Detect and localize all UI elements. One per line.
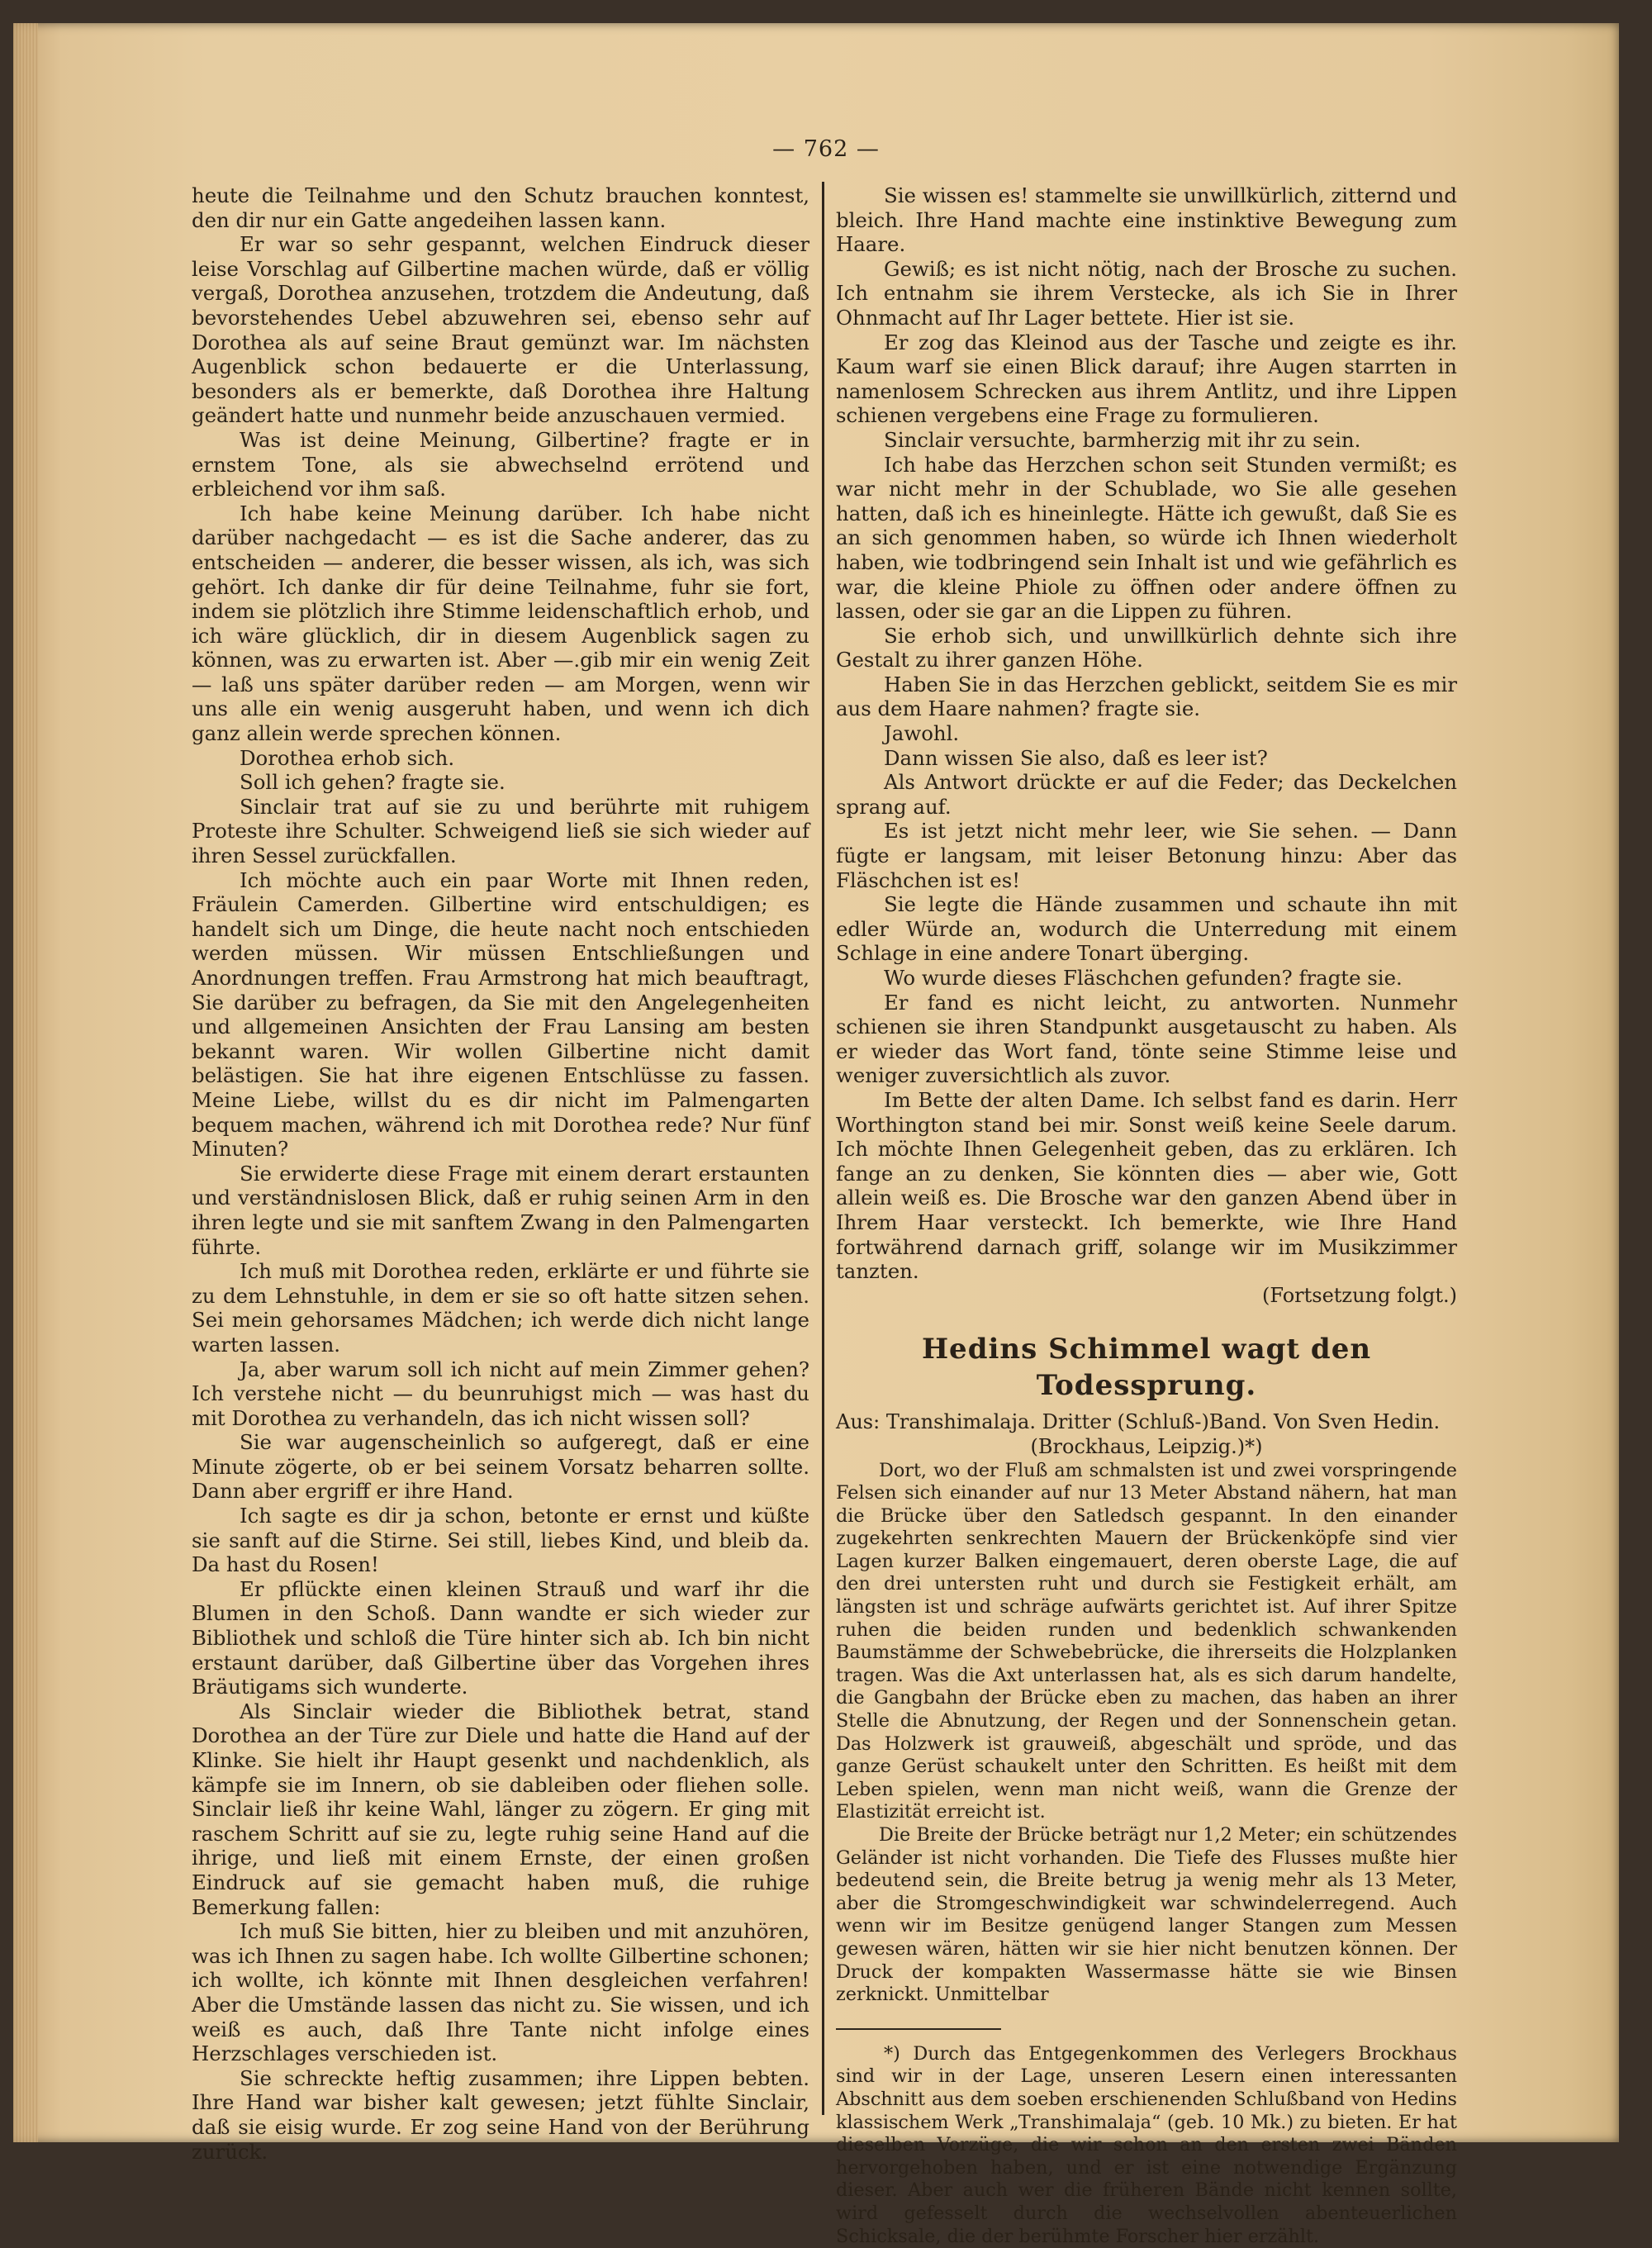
paragraph: Ich habe keine Meinung darüber. Ich habe nicht darüber nachgedacht — es ist die Sache anderer, das zu entscheiden — anderer, die besser wissen, als ich, was sich gehört. Ich danke dir für deine Teilnahme, fuhr sie fort, indem sie plötzlich ihre Stimme leidenschaftlich erhob, und ich wäre glücklich, dir in diesem Augenblick sagen zu können, was zu erwarten ist. Aber —.gib mir ein wenig Zeit — laß uns später darüber reden — am Morgen, wenn wir uns alle ein wenig ausgeruht haben, und wenn ich dich ganz allein werde sprechen können. — [192, 501, 809, 746]
article-title: Hedins Schimmel wagt den Todessprung. — [921, 1333, 1372, 1403]
paragraph: Soll ich gehen? fragte sie. — [240, 770, 506, 795]
footnote: *) Durch das Entgegenkommen des Verlegers Brockhaus sind wir in der Lage, unseren Lesern einen interessanten Abschnitt aus dem soeben erschienenden Schlußband von Hedins klassischem Werk „Transhimalaja“ (geb. 10 Mk.) zu bieten. Er hat dieselben Vorzüge, die wir schon an den ersten zwei Bänden hervorgehoben haben, und er ist eine notwendige Ergänzung dieser. Aber auch wer die früheren Bände nicht kennen sollte, wird gefesselt durch die wechselvollen abenteuerlichen Schicksale, die der berühmte Forscher hier erzählt. — [836, 2042, 1457, 2247]
paragraph: Er pflückte einen kleinen Strauß und warf ihr die Blumen in den Schoß. Dann wandte er sich wieder zur Bibliothek und schloß die Türe hinter sich ab. Ich bin nicht erstaunt darüber, daß Gilbertine über das Vorgehen ihres Bräutigams sich wunderte. — [192, 1576, 809, 1699]
paragraph: Er war so sehr gespannt, welchen Eindruck dieser leise Vorschlag auf Gilbertine machen würde, daß er völlig vergaß, Dorothea anzusehen, trotzdem die Andeutung, daß bevorstehendes Uebel abzuwehren sei, ebenso sehr auf Dorothea als auf seine Braut gemünzt war. Im nächsten Augenblick schon bedauerte er die Unterlassung, besonders als er bemerkte, daß Dorothea ihre Haltung geändert hatte und nunmehr beide anzuschauen vermied. — [192, 232, 809, 428]
paragraph: Die Breite der Brücke beträgt nur 1,2 Meter; ein schützendes Geländer ist nicht vorhanden. Die Tiefe des Flusses mußte hier bedeutend sein, die Breite betrug ja wenig mehr als 13 Meter, aber die Stromgeschwindigkeit war schwindelerregend. Auch wenn wir im Besitze genügend langer Stangen zum Messen gewesen wären, hätten wir sie hier nicht benutzen können. Der Druck der kompakten Wassermasse hätte sie wie Binsen zerknickt. Unmittelbar — [836, 1824, 1457, 2006]
paragraph: Als Sinclair wieder die Bibliothek betrat, stand Dorothea an der Türe zur Diele und hatte die Hand auf der Klinke. Sie hielt ihr Haupt gesenkt und nachdenklich, als kämpfe sie im Innern, ob sie dableiben oder fliehen solle. Sinclair ließ ihr keine Wahl, länger zu zögern. Er ging mit raschem Schritt auf sie zu, legte ruhig seine Hand auf die ihrige, und ließ mit einem Ernste, der einen großen Eindruck auf sie gemacht haben muß, die ruhige Bemerkung fallen: — [192, 1699, 809, 1919]
column-divider — [822, 182, 824, 2115]
paragraph: Sie schreckte heftig zusammen; ihre Lippen bebten. Ihre Hand war bisher kalt gewesen; jetzt fühlte Sinclair, daß sie eisig wurde. Er zog seine Hand von der Berührung zurück. — [192, 2065, 809, 2164]
paragraph: Sie wissen es! stammelte sie unwillkürlich, zitternd und bleich. Ihre Hand machte eine instinktive Bewegung zum Haare. — [836, 183, 1457, 257]
paragraph: Er zog das Kleinod aus der Tasche und zeigte es ihr. Kaum warf sie einen Blick darauf; ihre Augen starrten in namenlosem Schrecken aus ihrem Antlitz, und ihre Lippen schienen vergebens eine Frage zu formulieren. — [836, 330, 1457, 428]
footnote-rule — [836, 2028, 1001, 2030]
paragraph: Gewiß; es ist nicht nötig, nach der Brosche zu suchen. Ich entnahm sie ihrem Verstecke, als ich Sie in Ihrer Ohnmacht auf Ihr Lager bettete. Hier ist sie. — [836, 256, 1457, 330]
paragraph: Sie legte die Hände zusammen und schaute ihn mit edler Würde an, wodurch die Unterredung mit einem Schlage in eine andere Tonart überging. — [836, 892, 1457, 966]
paragraph: Jawohl. — [884, 721, 960, 746]
paragraph: Ich muß Sie bitten, hier zu bleiben und mit anzuhören, was ich Ihnen zu sagen habe. Ich wollte Gilbertine schonen; ich wollte, ich könnte mit Ihnen desgleichen verfahren! Aber die Umstände lassen das nicht zu. Sie wissen, und ich weiß es auch, daß Ihre Tante nicht infolge eines Herzschlages verschieden ist. — [192, 1919, 809, 2066]
to-be-continued-note: (Fortsetzung folgt.) — [1262, 1283, 1457, 1307]
page-edge — [13, 23, 38, 2142]
paragraph: Wo wurde dieses Fläschchen gefunden? fragte sie. — [884, 966, 1403, 990]
paragraph: Er fand es nicht leicht, zu antworten. Nunmehr schienen sie ihren Standpunkt ausgetauscht zu haben. Als er wieder das Wort fand, tönte seine Stimme leise und weniger zuversichtlich als zuvor. — [836, 990, 1457, 1088]
paragraph: heute die Teilnahme und den Schutz brauchen konntest, den dir nur ein Gatte angedeihen lassen kann. — [192, 183, 809, 232]
paragraph: Ich habe das Herzchen schon seit Stunden vermißt; es war nicht mehr in der Schublade, wo Sie alle gesehen hatten, daß ich es hineinlegte. Hätte ich gewußt, daß Sie es an sich genommen haben, so würde ich Ihnen wiederholt haben, wie todbringend sein Inhalt ist und wie gefährlich es war, die kleine Phiole zu öffnen oder andere öffnen zu lassen, oder sie gar an die Lippen zu führen. — [836, 452, 1457, 624]
paragraph: Im Bette der alten Dame. Ich selbst fand es darin. Herr Worthington stand bei mir. Sonst weiß keine Seele darum. Ich möchte Ihnen Gelegenheit geben, das zu erklären. Ich fange an zu denken, Sie könnten dies — aber wie, Gott allein weiß es. Die Brosche war den ganzen Abend über in Ihrem Haar versteckt. Ich bemerkte, wie Ihre Hand fortwährend darnach griff, solange wir im Musikzimmer tanzten. — [836, 1087, 1457, 1284]
paragraph: Sie war augenscheinlich so aufgeregt, daß er eine Minute zögerte, ob er bei seinem Vorsatz beharren sollte. Dann aber ergriff er ihre Hand. — [192, 1430, 809, 1504]
story-continuation — [836, 183, 1457, 1284]
paragraph: Was ist deine Meinung, Gilbertine? fragte er in ernstem Tone, als sie abwechselnd errötend und erbleichend vor ihm saß. — [192, 427, 809, 501]
paragraph: Dorothea erhob sich. — [240, 745, 455, 770]
paragraph: Haben Sie in das Herzchen geblickt, seitdem Sie es mir aus dem Haare nahmen? fragte sie. — [836, 672, 1457, 721]
paragraph: Als Antwort drückte er auf die Feder; das Deckelchen sprang auf. — [836, 770, 1457, 819]
paragraph: Es ist jetzt nicht mehr leer, wie Sie sehen. — Dann fügte er langsam, mit leiser Betonung hinzu: Aber das Fläschchen ist es! — [836, 819, 1457, 892]
article-source: Aus: Transhimalaja. Dritter (Schluß-)Band. Von Sven Hedin. — [836, 1410, 1441, 1434]
paragraph: Sinclair versuchte, barmherzig mit ihr zu sein. — [884, 427, 1361, 452]
article-publisher: (Brockhaus, Leipzig.)*) — [1030, 1434, 1263, 1458]
paragraph: Dann wissen Sie also, daß es leer ist? — [884, 745, 1268, 770]
paragraph: Ich muß mit Dorothea reden, erklärte er und führte sie zu dem Lehnstuhle, in dem er sie so oft hatte sitzen sehen. Sei mein gehorsames Mädchen; ich werde dich nicht lange warten lassen. — [192, 1259, 809, 1357]
paragraph: Sinclair trat auf sie zu und berührte mit ruhigem Proteste ihre Schulter. Schweigend ließ sie sich wieder auf ihren Sessel zurückfallen. — [192, 794, 809, 868]
article-body — [836, 1460, 1457, 2007]
right-column — [836, 183, 1457, 2248]
paragraph: Dort, wo der Fluß am schmalsten ist und zwei vorspringende Felsen sich einander auf nur 13 Meter Abstand nähern, hat man die Brücke über den Satledsch gespannt. In den einander zugekehrten senkrechten Mauern der Brückenköpfe sind vier Lagen kurzer Balken eingemauert, deren oberste Lage, die auf den drei untersten ruht und durch sie Festigkeit erhält, am längsten ist und schräge aufwärts gerichtet ist. Auf ihrer Spitze ruhen die beiden runden und bedenklich schwankenden Baumstämme der Schwebebrücke, die ihrerseits die Holzplanken tragen. Was die Axt unterlassen hat, als es sich darum handelte, die Gangbahn der Brücke eben zu machen, das haben an ihrer Stelle die Abnutzung, der Regen und der Sonnenschein getan. Das Holzwerk ist grauweiß, abgeschält und spröde, und das ganze Gerüst schaukelt unter den Schritten. Es heißt mit dem Leben spielen, wenn man nicht weiß, wann die Grenze der Elastizität erreicht ist. — [836, 1459, 1457, 1823]
page-number: — 762 — — [772, 136, 880, 162]
paragraph: Ich sagte es dir ja schon, betonte er ernst und küßte sie sanft auf die Stirne. Sei still, liebes Kind, und bleib da. Da hast du Rosen! — [192, 1504, 809, 1577]
paragraph: Ich möchte auch ein paar Worte mit Ihnen reden, Fräulein Camerden. Gilbertine wird entschuldigen; es handelt sich um Dinge, die heute nacht noch entschieden werden müssen. Wir müssen Entschließungen und Anordnungen treffen. Frau Armstrong hat mich beauftragt, Sie darüber zu befragen, da Sie mit den Angelegenheiten und allgemeinen Ansichten der Frau Lansing am besten bekannt waren. Wir wollen Gilbertine nicht damit belästigen. Sie hat ihre eigenen Entschlüsse zu fassen. Meine Liebe, willst du es dir nicht im Palmengarten bequem machen, während ich mit Dorothea rede? Nur fünf Minuten? — [192, 867, 809, 1162]
paragraph: Sie erhob sich, und unwillkürlich dehnte sich ihre Gestalt zu ihrer ganzen Höhe. — [836, 623, 1457, 672]
paragraph: Sie erwiderte diese Frage mit einem derart erstaunten und verständnislosen Blick, daß er ruhig seinen Arm in den ihren legte und sie mit sanftem Zwang in den Palmengarten führte. — [192, 1161, 809, 1259]
paragraph: Ja, aber warum soll ich nicht auf mein Zimmer gehen? Ich verstehe nicht — du beunruhigst mich — was hast du mit Dorothea zu verhandeln, das ich nicht wissen soll? — [192, 1357, 809, 1430]
left-column — [192, 183, 809, 2164]
